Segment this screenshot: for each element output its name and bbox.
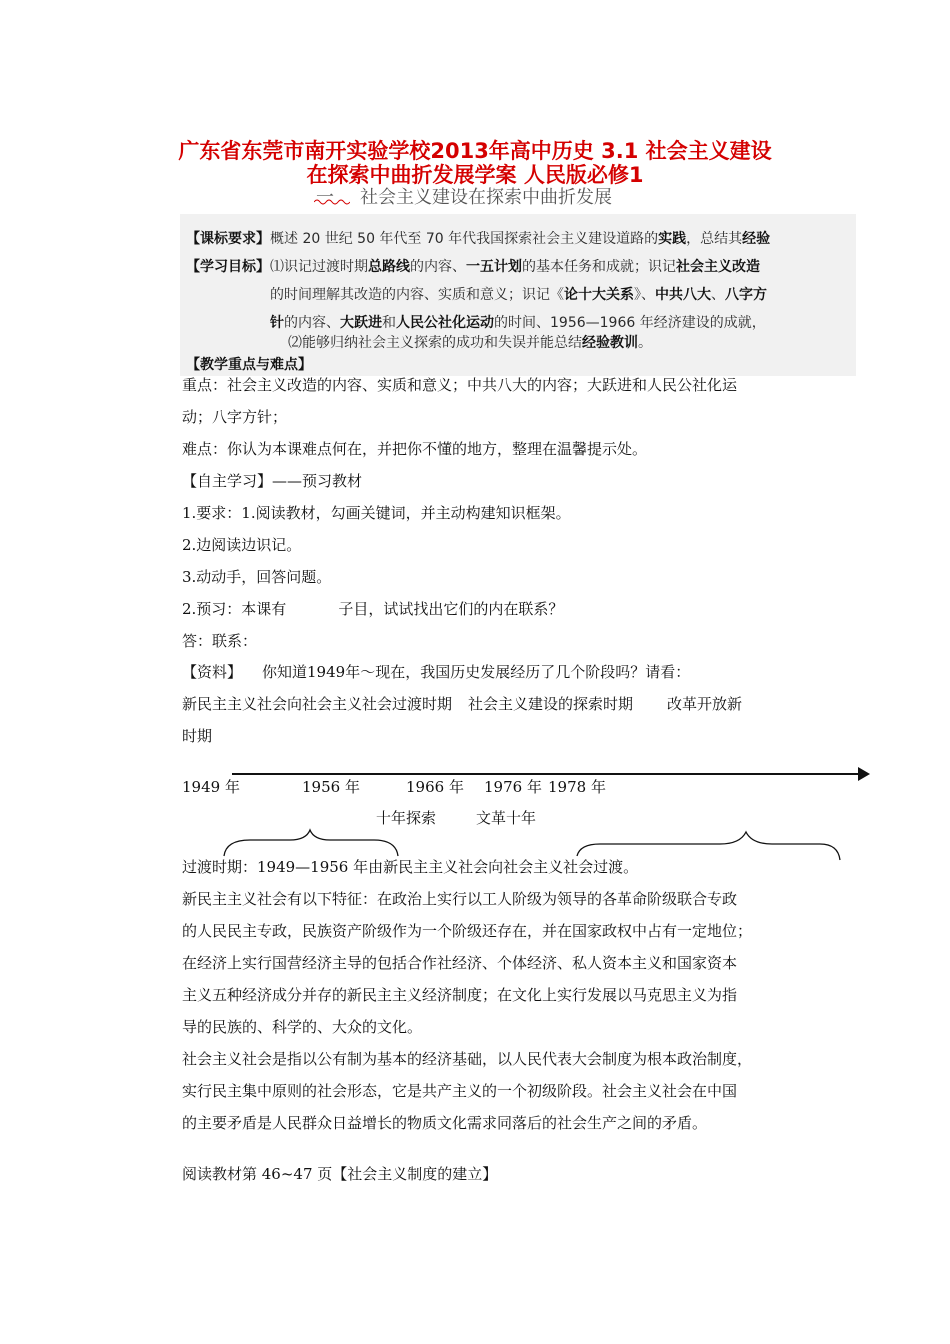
document-title-line1: 广东省东莞市南开实验学校2013年高中历史 3.1 社会主义建设: [178, 139, 772, 163]
timeline-year: 1978 年: [548, 778, 606, 796]
xuexi-line-3: [270, 312, 766, 332]
objective-text: ⑴识记过渡时期: [270, 259, 368, 275]
timeline-year: 1949 年: [182, 778, 240, 796]
timeline-year: 1956 年: [302, 778, 360, 796]
kebiao-text: ，总结其: [686, 231, 743, 247]
objective-text: 和: [382, 315, 396, 331]
paragraph: 的人民民主专政，民族资产阶级作为一个阶级还存在，并在国家政权中占有一定地位；: [182, 922, 753, 940]
paragraph: [182, 599, 563, 619]
section-number: 一: [316, 187, 334, 208]
objective-text: 的时间理解其改造的内容、实质和意义；识记《: [270, 287, 564, 303]
timeline-year: 1976 年: [484, 778, 542, 796]
objective-bold: 针: [270, 315, 284, 331]
paragraph: [182, 694, 742, 714]
kebiao-bold: 经验: [742, 231, 771, 247]
paragraph-text: 你知道1949年～现在，我国历史发展经历了几个阶段吗？请看：: [262, 663, 691, 681]
paragraph: 过渡时期：1949—1956 年由新民主主义社会向社会主义社会过渡。: [182, 858, 639, 876]
paragraph: 3.动动手，回答问题。: [182, 568, 332, 586]
objective-text: 的时间、1956—1966 年经济建设的成就，: [494, 315, 766, 331]
paragraph: 时期: [182, 727, 213, 745]
objective-bold: 经验教训: [582, 335, 638, 351]
objective-text: 、: [711, 287, 725, 303]
paragraph-text: 2.预习：本课有: [182, 600, 287, 618]
objectives-scan-box: [180, 214, 856, 376]
period-label: 新民主主义社会向社会主义社会过渡时期: [182, 695, 453, 713]
objective-bold: 一五计划: [466, 259, 522, 275]
objective-text: 。: [638, 335, 652, 351]
period-label: 改革开放新: [667, 695, 743, 713]
objective-text: 的内容、: [284, 315, 340, 331]
paragraph: 实行民主集中原则的社会形态，它是共产主义的一个初级阶段。社会主义社会在中国: [182, 1082, 738, 1100]
xuexi-label: 【学习目标】: [186, 259, 270, 275]
objective-bold: 论十大关系: [564, 287, 634, 303]
timeline-axis: [232, 773, 860, 775]
section-subtitle-text: 社会主义建设在探索中曲折发展: [360, 187, 612, 208]
paragraph: 1.要求：1.阅读教材，勾画关键词，并主动构建知识框架。: [182, 504, 571, 522]
zhongdian-line: [186, 354, 312, 374]
timeline-year: 1966 年: [406, 778, 464, 796]
xuexi-line-2: [270, 284, 767, 304]
timeline-arrow-icon: [858, 767, 870, 781]
brace-reform-period: [577, 832, 840, 860]
paragraph: 社会主义社会是指以公有制为基本的经济基础，以人民代表大会制度为根本政治制度，: [182, 1050, 753, 1068]
paragraph: 答：联系：: [182, 632, 258, 650]
paragraph: 阅读教材第 46~47 页【社会主义制度的建立】: [182, 1165, 498, 1183]
paragraph: 2.边阅读边识记。: [182, 536, 302, 554]
objective-text: 》、: [634, 287, 655, 303]
spellcheck-wavy-underline: [314, 198, 350, 206]
paragraph: 在经济上实行国营经济主导的包括合作社经济、个体经济、私人资本主义和国家资本: [182, 954, 738, 972]
paragraph: 动；八字方针；: [182, 408, 288, 426]
xuexi-line-4: [288, 332, 652, 352]
brace-transition-period: [224, 830, 398, 856]
paragraph: 【自主学习】——预习教材: [182, 472, 363, 490]
paragraph: 难点：你认为本课难点何在，并把你不懂的地方，整理在温馨提示处。: [182, 440, 648, 458]
material-label: 【资料】: [182, 663, 243, 681]
kebiao-line: [186, 228, 770, 248]
objective-text: 的基本任务和成就；识记: [522, 259, 676, 275]
xuexi-line-1: [186, 256, 760, 276]
objective-bold: 社会主义改造: [676, 259, 760, 275]
timeline-period-label: 十年探索: [376, 809, 437, 827]
timeline-period-label: 文革十年: [476, 809, 537, 827]
paragraph: 导的民族的、科学的、大众的文化。: [182, 1018, 423, 1036]
objective-text: ⑵能够归纳社会主义探索的成功和失误并能总结: [288, 335, 582, 351]
paragraph: [182, 662, 690, 682]
kebiao-text: 概述 20 世纪 50 年代至 70 年代我国探索社会主义建设道路的: [270, 231, 659, 247]
section-subtitle: [316, 183, 612, 209]
objective-bold: 人民公社化运动: [396, 315, 494, 331]
objective-bold: 总路线: [368, 259, 410, 275]
objective-bold: 八字方: [725, 287, 767, 303]
objective-bold: 大跃进: [340, 315, 382, 331]
kebiao-label: 【课标要求】: [186, 231, 270, 247]
period-label: 社会主义建设的探索时期: [468, 695, 634, 713]
paragraph-text: 子目，试试找出它们的内在联系？: [338, 600, 564, 618]
paragraph: 新民主主义社会有以下特征：在政治上实行以工人阶级为领导的各革命阶级联合专政: [182, 890, 738, 908]
zhongdian-label: 【教学重点与难点】: [186, 357, 312, 373]
kebiao-bold: 实践: [658, 231, 687, 247]
paragraph: 重点：社会主义改造的内容、实质和意义；中共八大的内容；大跃进和人民公社化运: [182, 376, 738, 394]
objective-bold: 中共八大: [655, 287, 711, 303]
paragraph: 的主要矛盾是人民群众日益增长的物质文化需求同落后的社会生产之间的矛盾。: [182, 1114, 708, 1132]
objective-text: 的内容、: [410, 259, 466, 275]
document-title-line2: 在探索中曲折发展学案 人民版必修1: [306, 163, 644, 187]
paragraph: 主义五种经济成分并存的新民主主义经济制度；在文化上实行发展以马克思主义为指: [182, 986, 738, 1004]
